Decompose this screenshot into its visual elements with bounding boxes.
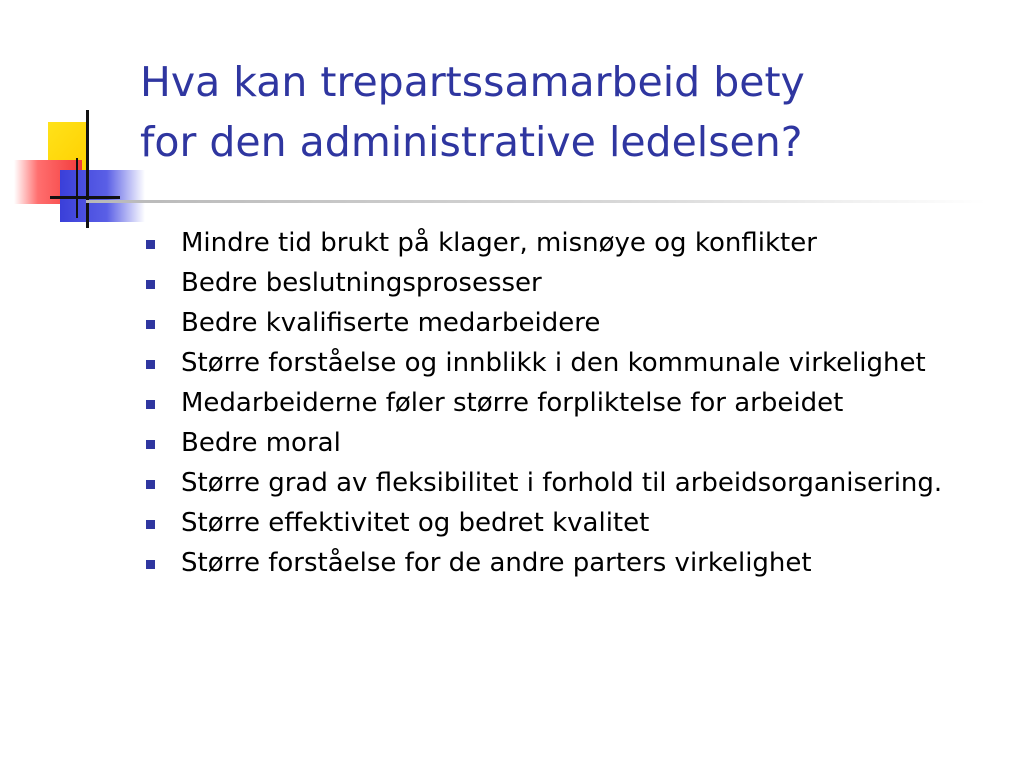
bullet-text: Bedre moral <box>181 428 341 458</box>
square-bullet-icon <box>146 560 155 569</box>
square-bullet-icon <box>146 400 155 409</box>
square-bullet-icon <box>146 520 155 529</box>
square-bullet-icon <box>146 360 155 369</box>
bullet-text: Større effektivitet og bedret kvalitet <box>181 508 650 538</box>
bullet-item <box>140 468 1000 499</box>
slide-title-line-1: Hva kan trepartssamarbeid bety <box>140 58 805 106</box>
bullet-item <box>140 308 1000 339</box>
bullet-item <box>140 268 1000 299</box>
bullet-text: Større forståelse for de andre parters virkelighet <box>181 548 812 578</box>
logo-vertical-line-short <box>76 158 78 218</box>
logo-horizontal-line <box>50 196 120 199</box>
bullet-text: Større grad av fleksibilitet i forhold til arbeidsorganisering. <box>181 468 943 498</box>
square-bullet-icon <box>146 320 155 329</box>
bullet-item <box>140 348 1000 379</box>
square-bullet-icon <box>146 280 155 289</box>
logo-vertical-line <box>86 110 89 228</box>
bullet-item <box>140 428 1000 459</box>
overlapping-squares-logo <box>0 100 150 240</box>
bullet-item <box>140 548 1000 579</box>
bullet-text: Større forståelse og innblikk i den kommunale virkelighet <box>181 348 926 378</box>
bullet-list <box>140 228 1000 588</box>
bullet-item <box>140 508 1000 539</box>
bullet-text: Bedre kvalifiserte medarbeidere <box>181 308 601 338</box>
slide-title-line-2: for den administrative ledelsen? <box>140 118 803 166</box>
bullet-item <box>140 388 1000 419</box>
slide-title <box>140 52 1020 172</box>
bullet-item <box>140 228 1000 259</box>
bullet-text: Bedre beslutningsprosesser <box>181 268 542 298</box>
square-bullet-icon <box>146 480 155 489</box>
bullet-text: Medarbeiderne føler større forpliktelse for arbeidet <box>181 388 844 418</box>
bullet-text: Mindre tid brukt på klager, misnøye og konflikter <box>181 228 817 258</box>
square-bullet-icon <box>146 440 155 449</box>
square-bullet-icon <box>146 240 155 249</box>
title-divider <box>86 200 986 203</box>
